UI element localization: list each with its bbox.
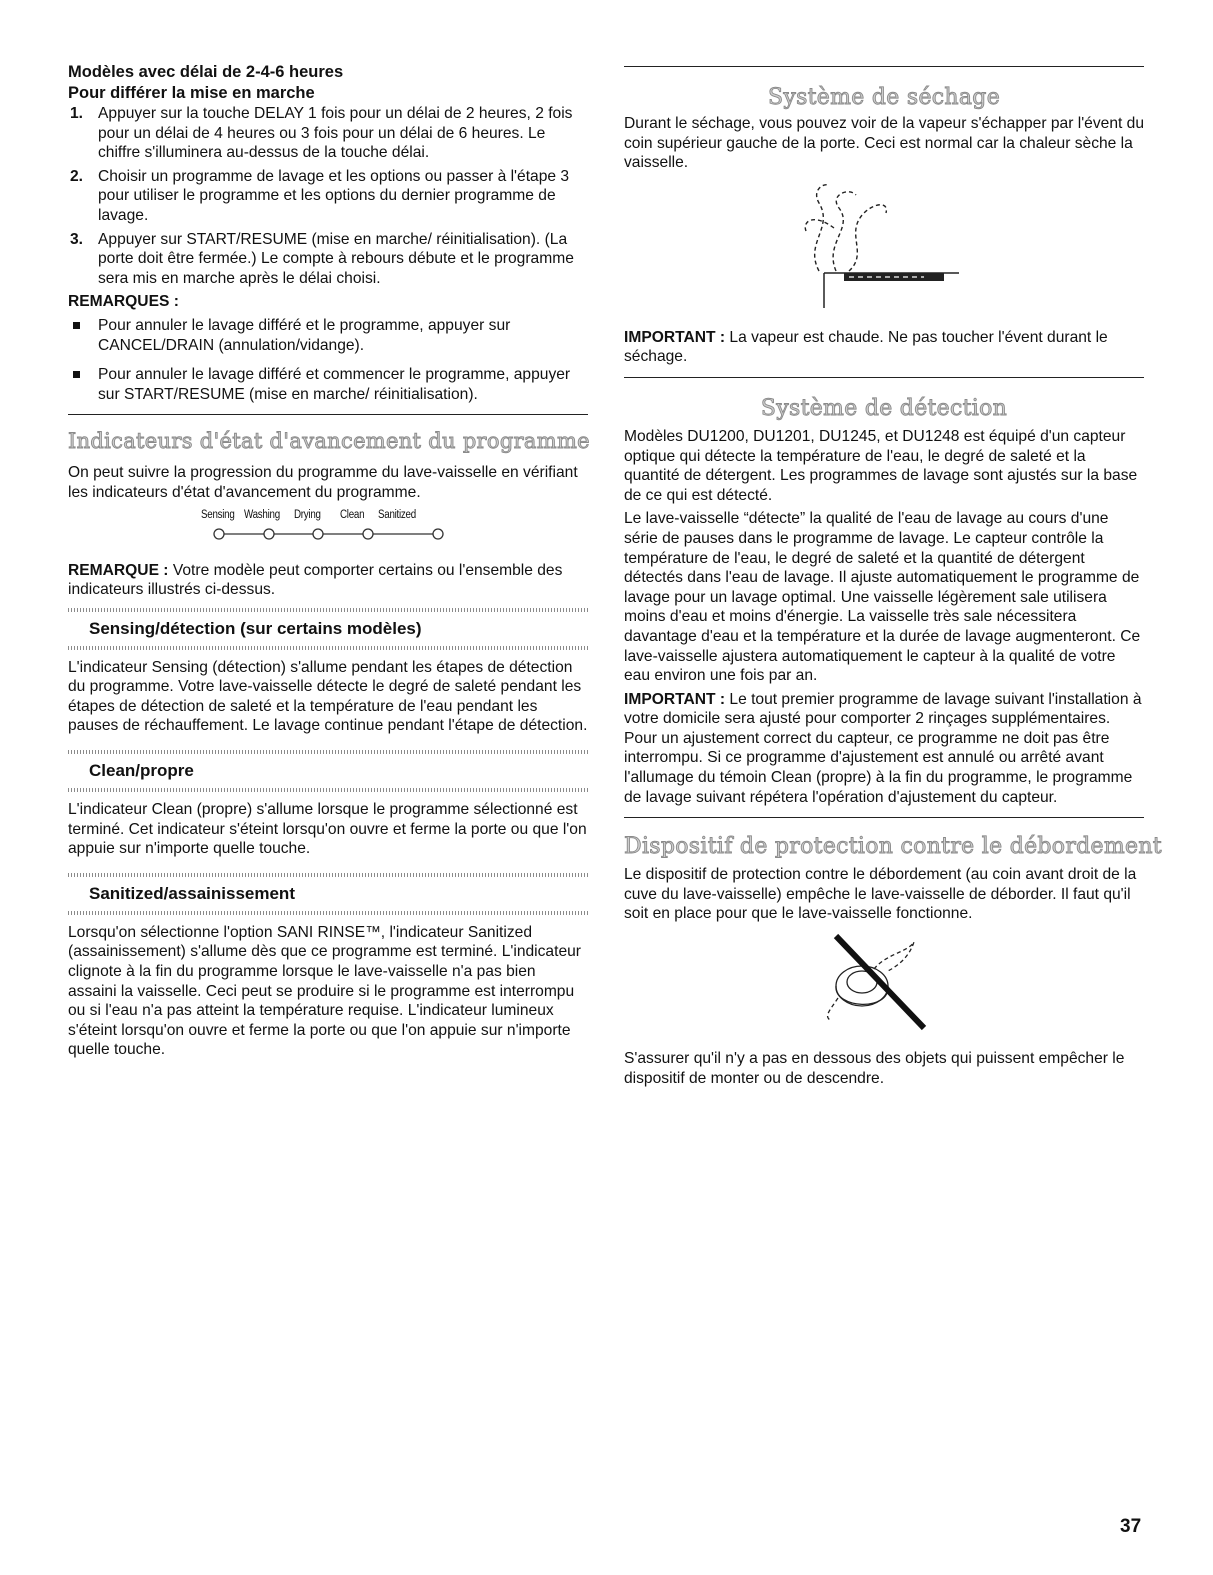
section-divider <box>624 66 1144 67</box>
indicator-label-clean: Clean <box>340 508 365 521</box>
sanitized-text: Lorsqu'on sélectionne l'option SANI RINSE™, l'indicateur Sanitized (assainissement) s'allume dès que ce programme est terminé. L'indicateur clignote à la fin du programme lorsque le lave-vaisselle n'a pas bien assaini la vaisselle. Ceci peut se produire si le programme est interrompu ou si l'eau n'a pas atteint la température requise. L'indicateur lumineux s'éteint lorsqu'on ouvre et ferme la porte ou que l'on appuie sur n'importe quelle touche. <box>68 923 581 1059</box>
sensing-heading: Sensing/détection (sur certains modèles) <box>89 618 422 638</box>
indicator-label-drying: Drying <box>294 508 321 521</box>
step-item: 2. Choisir un programme de lavage et les options ou passer à l'étape 3 pour utiliser le programme et les options du dernier programme de lavage. <box>70 167 570 224</box>
remarques-label: REMARQUES : <box>68 293 179 311</box>
indicators-intro: On peut suivre la progression du programme du lave-vaisselle en vérifiant les indicateurs d'état d'avancement du programme. <box>68 464 578 501</box>
drying-section-title: Système de séchage <box>767 85 1001 110</box>
section-divider <box>624 817 1144 818</box>
detection-paragraph-2: Le lave-vaisselle “détecte” la qualité de l'eau de lavage au cours d'une série de pauses dans le programme de lavage. Le capteur contrôle la température de l'eau, le degré de saleté et la quantité de détergent détectés dans l'eau de lavage. Il ajuste automatiquement le programme de lavage pour un lavage optimal. Une vaisselle légèrement sale utilisera moins d'eau et moins d'énergie. La vaisselle très sale nécessitera davantage d'eau et la température et la durée de lavage augmenteront. Ce lave-vaisselle ajustera automatiquement le capteur à la qualité de votre eau environ une fois par an. <box>624 510 1141 685</box>
clean-heading: Clean/propre <box>89 761 194 781</box>
section-divider <box>624 377 1144 378</box>
indicator-label-washing: Washing <box>244 508 280 521</box>
status-indicators-diagram <box>68 509 588 553</box>
delay-steps <box>68 104 588 288</box>
step-item: 1. Appuyer sur la touche DELAY 1 fois pour un délai de 2 heures, 2 fois pour un délai de 4 heures ou 3 fois pour un délai de 6 heures. Le chiffre s'illuminera au-dessus de la touche délai. <box>70 105 573 162</box>
indicator-label-sanitized: Sanitized <box>378 508 416 521</box>
remarque-item: Pour annuler le lavage différé et le programme, appuyer sur CANCEL/DRAIN (annulation/vidange). <box>68 316 588 355</box>
step-item: 3. Appuyer sur START/RESUME (mise en marche/ réinitialisation). (La porte doit être fermée.) Le compte à rebours débute et le programme sera mis en marche après le délai choisi. <box>70 230 574 287</box>
remarque-note: REMARQUE : Votre modèle peut comporter certains ou l'ensemble des indicateurs illustrés ci-dessus. <box>68 561 563 599</box>
page-number: 37 <box>1120 1516 1142 1537</box>
right-column <box>624 66 1162 1088</box>
sanitized-heading: Sanitized/assainissement <box>89 883 295 903</box>
detection-section-title: Système de détection <box>760 395 1008 421</box>
detection-important: IMPORTANT : Le tout premier programme de lavage suivant l'installation à votre domicile sera ajusté pour comporter 2 rinçages supplémentaires. Pour un ajustement correct du capteur, ce programme ne doit pas être interrompu. Si ce programme d'ajustement est annulé ou arrêté avant l'allumage du témoin Clean (propre) à la fin du programme, le programme de lavage suivant répétera l'opération d'ajustement du capteur. <box>624 690 1142 806</box>
indicators-section-title: Indicateurs d'état d'avancement du programme <box>68 429 590 454</box>
remarques-list <box>68 316 588 404</box>
delay-subtitle: Pour différer la mise en marche <box>68 84 315 102</box>
remarque-item: Pour annuler le lavage différé et commencer le programme, appuyer sur START/RESUME (mise en marche/ réinitialisation). <box>68 365 588 404</box>
delay-title: Modèles avec délai de 2-4-6 heures <box>68 63 344 81</box>
overflow-note: S'assurer qu'il n'y a pas en dessous des objets qui puissent empêcher le dispositif de monter ou de descendre. <box>624 1050 1125 1087</box>
overflow-text: Le dispositif de protection contre le débordement (au coin avant droit de la cuve du lave-vaisselle) empêche le lave-vaisselle de déborder. Il faut qu'il soit en place pour que le lave-vaisselle fonctionne. <box>624 866 1137 923</box>
sensing-text: L'indicateur Sensing (détection) s'allume pendant les étapes de détection du programme. Votre lave-vaisselle détecte le degré de saleté pendant les étapes de détection de saleté et la température de l'eau pendant les pauses de réchauffement. Le lavage continue pendant l'étape de détection. <box>68 658 588 735</box>
indicator-label-sensing: Sensing <box>201 508 235 521</box>
clean-text: L'indicateur Clean (propre) s'allume lorsque le programme sélectionné est terminé. Cet indicateur s'éteint lorsqu'on ouvre et ferme la porte ou que l'on appuie sur n'importe quelle touche. <box>68 801 587 858</box>
section-divider <box>68 414 588 415</box>
drying-text: Durant le séchage, vous pouvez voir de la vapeur s'échapper par l'évent du coin supérieur gauche de la porte. Ceci est normal car la chaleur sèche la vaisselle. <box>624 115 1144 172</box>
left-column <box>68 62 588 1060</box>
indicator-lights-icon <box>68 523 588 547</box>
overflow-section-title: Dispositif de protection contre le débordement <box>624 834 1162 860</box>
detection-paragraph-1: Modèles DU1200, DU1201, DU1245, et DU1248 est équipé d'un capteur optique qui détecte la température de l'eau, le degré de saleté et la quantité de détergent. Les programmes de lavage sont ajustés sur la base de ce qui est détecté. <box>624 427 1138 504</box>
steam-vent-icon <box>624 173 1144 323</box>
drying-important: IMPORTANT : La vapeur est chaude. Ne pas toucher l'évent durant le séchage. <box>624 328 1108 366</box>
overflow-float-icon <box>624 924 1144 1044</box>
